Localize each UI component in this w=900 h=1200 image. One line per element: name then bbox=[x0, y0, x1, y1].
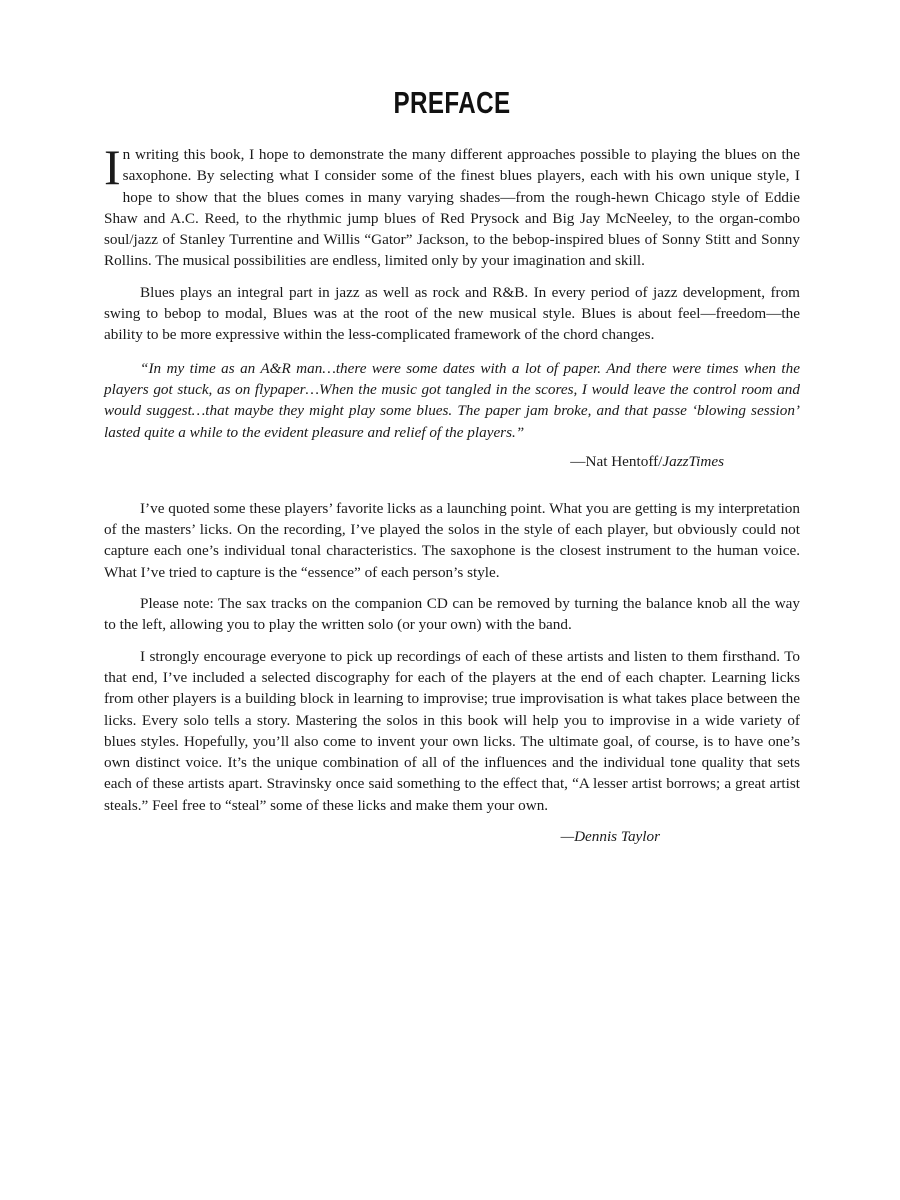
paragraph-intro bbox=[104, 139, 800, 272]
paragraph-licks: I’ve quoted some these players’ favorite licks as a launching point. What you are getting is my interpretation of the masters’ licks. On the recording, I’ve played the solos in the style of each player, but obviously could not capture each one’s individual tonal characteristics. The saxophone is the closest instrument to the human voice. What I’ve tried to capture is the “essence” of each person’s style. bbox=[104, 499, 800, 581]
quote-attribution bbox=[104, 451, 724, 472]
author-signature: —Dennis Taylor bbox=[560, 828, 660, 846]
preface-page bbox=[104, 84, 800, 847]
preface-body bbox=[104, 139, 800, 847]
paragraph-cd-note: Please note: The sax tracks on the companion CD can be removed by turning the balance knob all the way to the left, allowing you to play the written solo (or your own) with the band. bbox=[104, 595, 800, 634]
paragraph-blues-role: Blues plays an integral part in jazz as well as rock and R&B. In every period of jazz development, from swing to bebop to modal, Blues was at the root of the new musical style. Blues is about feel—freedom—the ability to be more expressive within the less-complicated framework of the chord changes. bbox=[104, 283, 800, 344]
page-title: PREFACE bbox=[393, 85, 511, 120]
quote-author: —Nat Hentoff/ bbox=[570, 452, 663, 470]
quote-publication: JazzTimes bbox=[662, 452, 724, 470]
paragraph-intro-text: n writing this book, I hope to demonstrate the many different approaches possible to playing the blues on the saxophone. By selecting what I consider some of the finest blues players, each with his own unique style, I hope to show that the blues comes in many varying shades—from the rough-hewn Chicago style of Eddie Shaw and A.C. Reed, to the rhythmic jump blues of Red Prysock and Big Jay McNeeley, to the organ-combo soul/jazz of Stanley Turrentine and Willis “Gator” Jackson, to the bebop-inspired blues of Sonny Stitt and Sonny Rollins. The musical possibilities are endless, limited only by your imagination and skill. bbox=[104, 146, 800, 270]
paragraph-recordings: I strongly encourage everyone to pick up recordings of each of these artists and listen to them firsthand. To that end, I’ve included a selected discography for each of the players at the end of each chapter. Learning licks from other players is a building block in learning to improvise; true improvisation is what takes place between the licks. Every solo tells a story. Mastering the solos in this book will help you to improvise in a wide variety of blues styles. Hopefully, you’ll also come to invent your own licks. The ultimate goal, of course, is to have one’s own distinct voice. It’s the unique combination of all of the influences and the individual tone quality that sets each of these artists apart. Stravinsky once said something to the effect that, “A lesser artist borrows; a great artist steals.” Feel free to “steal” some of these licks and make them your own. bbox=[104, 647, 800, 814]
block-quote: “In my time as an A&R man…there were some dates with a lot of paper. And there were times when the players got stuck, as on flypaper…When the music got tangled in the scores, I would leave the control room and would suggest…that maybe they might play some blues. The paper jam broke, and that passe ‘blowing session’ lasted quite a while to the evident pleasure and relief of the players.” bbox=[104, 359, 800, 441]
drop-cap: I bbox=[104, 139, 121, 195]
